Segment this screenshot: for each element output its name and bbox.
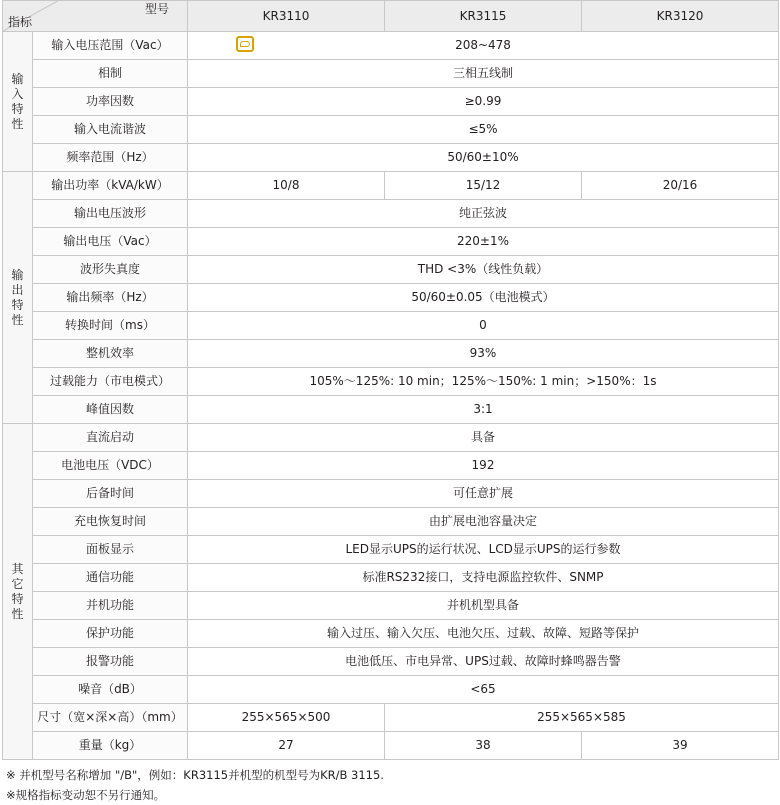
row-value-communication: 标准RS232接口，支持电源监控软件、SNMP — [188, 564, 779, 592]
row-label-panel-display: 面板显示 — [33, 536, 188, 564]
table-row — [3, 32, 779, 60]
row-value-phase-system: 三相五线制 — [188, 60, 779, 88]
row-value-backup-time: 可任意扩展 — [188, 480, 779, 508]
table-row — [3, 368, 779, 396]
row-label-backup-time: 后备时间 — [33, 480, 188, 508]
model-header-kr3115: KR3115 — [385, 1, 582, 32]
table-row — [3, 88, 779, 116]
row-value-parallel-function: 并机机型具备 — [188, 592, 779, 620]
model-header-kr3120: KR3120 — [582, 1, 779, 32]
table-row — [3, 200, 779, 228]
row-value-waveform-distortion: THD <3%（线性负载） — [188, 256, 779, 284]
table-row — [3, 704, 779, 732]
row-value-battery-voltage: 192 — [188, 452, 779, 480]
table-row — [3, 592, 779, 620]
section-label-input: 输入特性 — [3, 32, 33, 172]
row-label-output-power: 输出功率（kVA/kW） — [33, 172, 188, 200]
table-row — [3, 116, 779, 144]
header-axis-label-column: 型号 — [144, 2, 169, 16]
row-value-dimensions-kr3115-kr3120: 255×565×585 — [385, 704, 779, 732]
row-value-alarm: 电池低压、市电异常、UPS过载、故障时蜂鸣器告警 — [188, 648, 779, 676]
row-label-transfer-time: 转换时间（ms） — [33, 312, 188, 340]
row-label-parallel-function: 并机功能 — [33, 592, 188, 620]
table-row — [3, 564, 779, 592]
row-label-alarm: 报警功能 — [33, 648, 188, 676]
row-label-recharge-time: 充电恢复时间 — [33, 508, 188, 536]
table-row — [3, 536, 779, 564]
table-row — [3, 396, 779, 424]
table-row — [3, 172, 779, 200]
table-row — [3, 312, 779, 340]
row-value-noise: <65 — [188, 676, 779, 704]
footnote-spec-change: ※规格指标变动恕不另行通知。 — [6, 787, 166, 802]
row-value-crest-factor: 3:1 — [188, 396, 779, 424]
row-label-waveform-distortion: 波形失真度 — [33, 256, 188, 284]
row-value-output-voltage: 220±1% — [188, 228, 779, 256]
row-value-power-factor: ≥0.99 — [188, 88, 779, 116]
table-row — [3, 508, 779, 536]
row-value-overload-capacity: 105%～125%: 10 min；125%～150%: 1 min；>150%：1s — [188, 368, 779, 396]
row-value-output-power-kr3110: 10/8 — [188, 172, 385, 200]
row-value-frequency-range: 50/60±10% — [188, 144, 779, 172]
row-value-transfer-time: 0 — [188, 312, 779, 340]
table-row — [3, 284, 779, 312]
row-label-phase-system: 相制 — [33, 60, 188, 88]
footnotes — [2, 766, 778, 805]
row-value-dimensions-kr3110: 255×565×500 — [188, 704, 385, 732]
row-label-communication: 通信功能 — [33, 564, 188, 592]
table-row — [3, 256, 779, 284]
model-header-kr3110: KR3110 — [188, 1, 385, 32]
header-corner-cell — [3, 1, 188, 32]
section-label-output: 输出特性 — [3, 172, 33, 424]
row-label-power-factor: 功率因数 — [33, 88, 188, 116]
row-value-weight-kr3110: 27 — [188, 732, 385, 760]
row-value-output-frequency: 50/60±0.05（电池模式） — [188, 284, 779, 312]
table-row — [3, 228, 779, 256]
table-row — [3, 732, 779, 760]
table-row — [3, 60, 779, 88]
row-value-panel-display: LED显示UPS的运行状况、LCD显示UPS的运行参数 — [188, 536, 779, 564]
row-label-protection: 保护功能 — [33, 620, 188, 648]
header-axis-label-row: 指标 — [8, 15, 33, 29]
row-label-efficiency: 整机效率 — [33, 340, 188, 368]
table-row — [3, 340, 779, 368]
row-value-input-voltage-range: 208~478 — [188, 32, 779, 60]
mouse-cursor-icon — [236, 36, 254, 52]
row-label-frequency-range: 频率范围（Hz） — [33, 144, 188, 172]
table-row — [3, 424, 779, 452]
table-row — [3, 648, 779, 676]
row-value-output-waveform: 纯正弦波 — [188, 200, 779, 228]
row-label-weight: 重量（kg） — [33, 732, 188, 760]
row-value-output-power-kr3115: 15/12 — [385, 172, 582, 200]
table-row — [3, 676, 779, 704]
specification-table — [2, 0, 779, 760]
footnote-parallel-model: ※ 并机型号名称增加 "/B"，例如：KR3115并机型的机型号为KR/B 3115. — [6, 768, 384, 782]
table-header-row — [3, 1, 779, 32]
row-label-output-frequency: 输出频率（Hz） — [33, 284, 188, 312]
row-value-protection: 输入过压、输入欠压、电池欠压、过载、故障、短路等保护 — [188, 620, 779, 648]
row-value-weight-kr3120: 39 — [582, 732, 779, 760]
row-value-efficiency: 93% — [188, 340, 779, 368]
row-label-battery-voltage: 电池电压（VDC） — [33, 452, 188, 480]
row-label-overload-capacity: 过载能力（市电模式） — [33, 368, 188, 396]
row-value-recharge-time: 由扩展电池容量决定 — [188, 508, 779, 536]
table-row — [3, 620, 779, 648]
row-value-dc-start: 具备 — [188, 424, 779, 452]
row-value-output-power-kr3120: 20/16 — [582, 172, 779, 200]
table-row — [3, 144, 779, 172]
row-label-dimensions: 尺寸（宽×深×高）（mm） — [33, 704, 188, 732]
row-label-input-current-harmonics: 输入电流谐波 — [33, 116, 188, 144]
row-label-output-waveform: 输出电压波形 — [33, 200, 188, 228]
row-label-input-voltage-range: 输入电压范围（Vac） — [33, 32, 188, 60]
row-label-noise: 噪音（dB） — [33, 676, 188, 704]
table-row — [3, 480, 779, 508]
row-label-crest-factor: 峰值因数 — [33, 396, 188, 424]
section-label-other: 其它特性 — [3, 424, 33, 760]
row-value-weight-kr3115: 38 — [385, 732, 582, 760]
table-row — [3, 452, 779, 480]
row-label-output-voltage: 输出电压（Vac） — [33, 228, 188, 256]
row-value-input-current-harmonics: ≤5% — [188, 116, 779, 144]
row-label-dc-start: 直流启动 — [33, 424, 188, 452]
